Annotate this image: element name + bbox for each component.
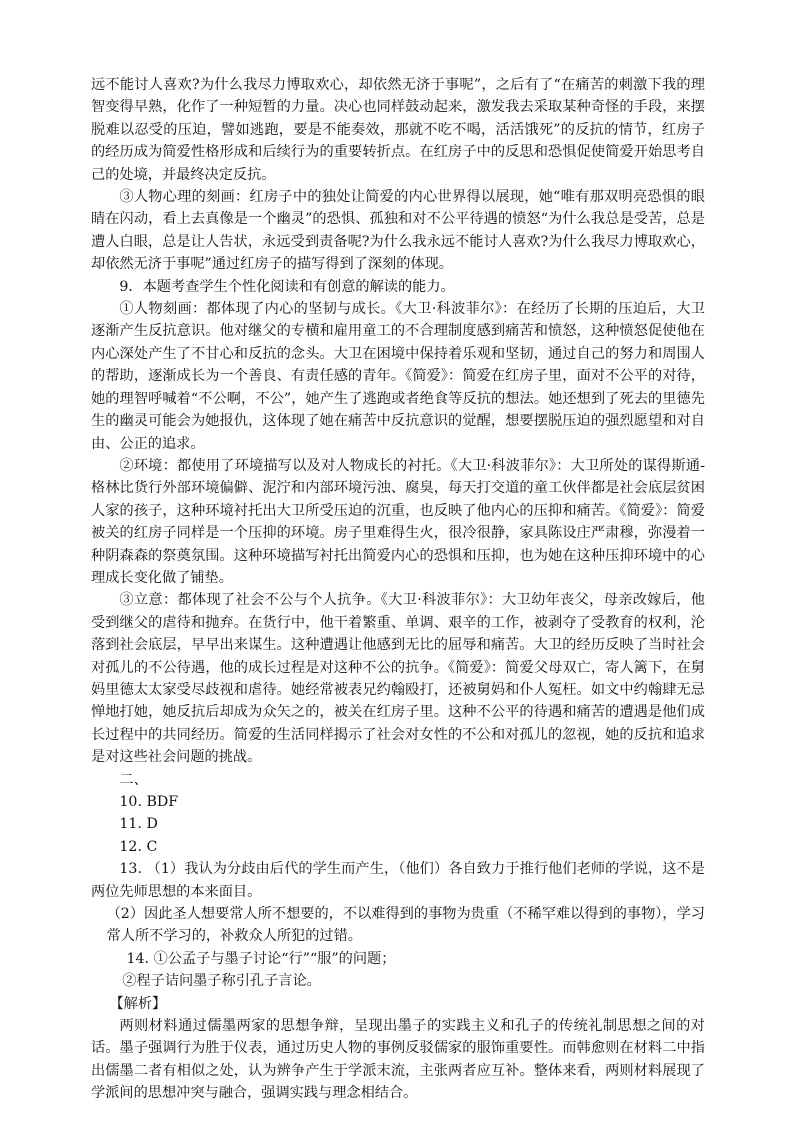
answer-14-point-1: 14. ①公孟子与墨子讨论“行”“服”的问题；: [126, 950, 396, 967]
answer-10: 10. BDF: [119, 794, 179, 810]
answer-13-part-1: 13. （1）我认为分歧由后代的学生而产生，（他们）各自致力于推行他们老师的学说，这不是两位先师思想的本来面目。: [91, 861, 705, 900]
paragraph-continuation: 远不能讨人喜欢?为什么我尽力博取欢心，却依然无济于事呢”，之后有了“在痛苦的刺激下我的理智变得早熟，化作了一种短暂的力量。决心也同样鼓动起来，激发我去采取某种奇怪的手段，来摆脱难以忍受的压迫，譬如逃跑，要是不能奏效，那就不吃不喝，活活饿死”的反抗的情节，红房子的经历成为简爱性格形成和后续行为的重要转折点。在红房子中的反思和恐惧促使简爱开始思考自己的处境，并最终决定反抗。: [91, 77, 705, 183]
answer-12: 12. C: [119, 838, 158, 855]
answer-14-point-2: ②程子诘问墨子称引孔子言论。: [122, 973, 321, 990]
paragraph-environment: ②环境：都使用了环境描写以及对人物成长的衬托。《大卫·科波菲尔》：大卫所处的谋得斯通-格林比货行外部环境偏僻、泥泞和内部环境污浊、腐臭，每天打交道的童工伙伴都是社会底层贫困人家的孩子，这种环境衬托出大卫所受压迫的沉重，也反映了他内心的压抑和痛苦。《简爱》：简爱被关的红房子同样是一个压抑的环境。房子里难得生火，很冷很静，家具陈设庄严肃穆，弥漫着一种阴森森的祭奠氛围。这种环境描写衬托出简爱内心的恐惧和压抑，也为她在这种压抑环境中的心理成长变化做了铺垫。: [91, 457, 705, 586]
analysis-paragraph: 两则材料通过儒墨两家的思想争辩，呈现出墨子的实践主义和孔子的传统礼制思想之间的对话。墨子强调行为胜于仪表，通过历史人物的事例反驳儒家的服饰重要性。而韩愈则在材料二中指出儒墨二者有相似之处，认为辨争产生于学派末流，主张两者应互补。整体来看，两则材料展现了学派间的思想冲突与融合，强调实践与理念相结合。: [91, 1018, 705, 1102]
paragraph-theme: ③立意：都体现了社会不公与个人抗争。《大卫·科波菲尔》：大卫幼年丧父，母亲改嫁后，他受到继父的虐待和抛弃。在货行中，他干着繁重、单调、艰辛的工作，被剥夺了受教育的权利，沦落到社会底层，早早出来谋生。这种遭遇让他感到无比的屈辱和痛苦。大卫的经历反映了当时社会对孤儿的不公待遇，他的成长过程是对这种不公的抗争。《简爱》：简爱父母双亡，寄人篱下，在舅妈里德太太家受尽歧视和虐待。她经常被表兄约翰殴打，还被舅妈和仆人冤枉。如文中约翰肆无忌惮地打她，她反抗后却成为众矢之的，被关在红房子里。这种不公平的待遇和痛苦的遭遇是他们成长过程中的共同经历。简爱的生活同样揭示了社会对女性的不公和对孤儿的忽视，她的反抗和追求是对这些社会问题的挑战。: [91, 592, 705, 766]
answer-11: 11. D: [119, 816, 158, 833]
answer-13-part-2: （2）因此圣人想要常人所不想要的，不以难得到的事物为贵重（不稀罕难以得到的事物），学习常人所不学习的，补救众人所犯的过错。: [106, 906, 705, 945]
paragraph-characterization: ①人物刻画：都体现了内心的坚韧与成长。《大卫·科波菲尔》：在经历了长期的压迫后，大卫逐渐产生反抗意识。他对继父的专横和雇用童工的不合理制度感到痛苦和愤怒，这种愤怒促使他在内心深处产生了不甘心和反抗的念头。大卫在困境中保持着乐观和坚韧，通过自己的努力和周围人的帮助，逐渐成长为一个善良、有责任感的青年。《简爱》：简爱在红房子里，面对不公平的对待，她的理智呼喊着“不公啊，不公”，她产生了逃跑或者绝食等反抗的想法。她还想到了死去的里德先生的幽灵可能会为她报仇，这体现了她在痛苦中反抗意识的觉醒，想要摆脱压迫的强烈愿望和对自由、公正的追求。: [91, 301, 705, 452]
analysis-heading: 【解析】: [109, 995, 167, 1012]
section-two-heading: 二、: [119, 771, 148, 788]
answer-document: [91, 74, 705, 1105]
paragraph-psychology: ③人物心理的刻画：红房子中的独处让简爱的内心世界得以展现，她“唯有那双明亮恐惧的眼睛在闪动，看上去真像是一个幽灵”的恐惧、孤独和对不公平待遇的愤怒“为什么我总是受苦，总是遭人白眼，总是让人告状，永远受到责备呢?为什么我永远不能讨人喜欢?为什么我尽力博取欢心，却依然无济于事呢”通过红房子的描写得到了深刻的体现。: [91, 189, 705, 273]
question-9-heading: 9．本题考查学生个性化阅读和有创意的解读的能力。: [119, 278, 455, 295]
